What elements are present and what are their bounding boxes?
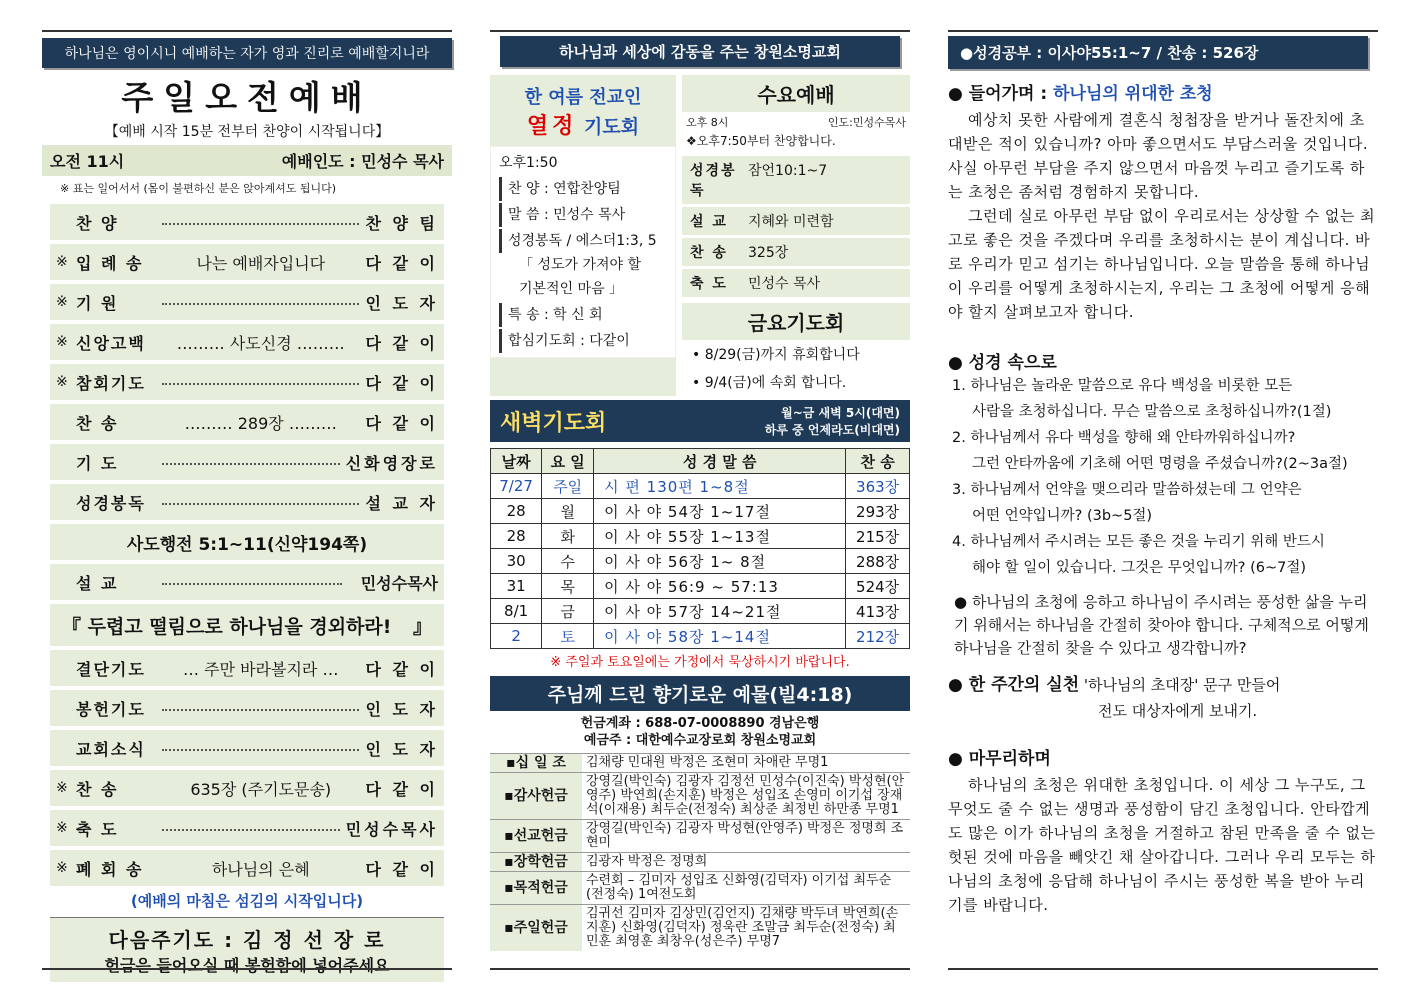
order-detail: ……… 사도신경 ……… (176, 333, 345, 353)
stand-mark: ※ (56, 254, 68, 270)
intro-paragraph-1: 예상치 못한 사람에게 결혼식 청첩장을 받거나 돌잔치에 초대받은 적이 있습니까? 아마 좋으면서도 부담스러울 것입니다. 사실 아무런 부담을 주지 않으면서 마음껏 누리고 즐기도록 하는 초청은 좀처럼 경험하지 못합니다. (948, 111, 1369, 201)
order-right: 민성수목사 (360, 573, 438, 593)
offering-row (490, 820, 910, 853)
wednesday-key: 축 도 (690, 276, 728, 292)
order-name: 기 도 (76, 453, 119, 473)
bible-heading: ● 성경 속으로 (948, 353, 1057, 373)
order-right: 다 같 이 (365, 779, 438, 799)
schedule-row (491, 599, 910, 624)
schedule-cell: 293장 (846, 499, 910, 524)
order-name: 설 교 (76, 573, 119, 593)
dawn-schedule-table (490, 448, 910, 649)
offering-title: 주님께 드린 향기로운 예물(빌4:18) (490, 676, 910, 711)
schedule-note: ※ 주일과 토요일에는 가정에서 묵상하시기 바랍니다. (550, 655, 850, 670)
order-list-1 (42, 204, 452, 520)
summer-prayer-item: 오후1:50 (499, 155, 558, 171)
study-question (948, 529, 1378, 581)
wednesday-key: 설 교 (690, 214, 728, 230)
offering-row (490, 754, 910, 773)
wednesday-row (682, 269, 910, 297)
question-line: 1. 하나님은 놀라운 말씀으로 유다 백성을 비롯한 모든 (952, 378, 1293, 394)
wednesday-key: 찬 송 (690, 245, 728, 261)
intro-paragraph-2: 그런데 실로 아무런 부담 없이 우리로서는 상상할 수 없는 최고로 좋은 것을 주겠다며 우리를 초청하시는 분이 계십니다. 바로 우리가 믿고 섬기는 하나님입니다. 오늘 말씀을 통해 하나님이 우리를 어떻게 초청하시는지, 우리는 그 초청에 어떻게 응해야 할지 살펴보고자 합니다. (948, 207, 1376, 321)
order-right: 다 같 이 (365, 859, 438, 879)
order-name: 입 례 송 (76, 253, 144, 273)
offering-table (490, 753, 910, 951)
order-row (50, 730, 444, 766)
order-row-sermon (50, 564, 444, 600)
order-right: 다 같 이 (365, 659, 438, 679)
schedule-cell: 28 (491, 499, 542, 524)
schedule-cell: 이 사 야 56:9 ~ 57:13 (594, 574, 846, 599)
dawn-title: 새벽기도회 (500, 410, 607, 436)
schedule-cell: 시 편 130편 1~8절 (594, 474, 846, 499)
order-name: 폐 회 송 (76, 859, 144, 879)
order-name: 신앙고백 (76, 333, 146, 353)
offering-type: ▪선교헌금 (490, 820, 582, 853)
scripture-reference: 사도행전 5:1~11(신약194쪽) (50, 524, 444, 560)
schedule-cell: 8/1 (491, 599, 542, 624)
question-line: 그런 안타까움에 기초해 어떤 명령을 주셨습니까?(2~3a절) (972, 456, 1348, 472)
service-subtitle: 【예배 시작 15분 전부터 찬양이 시작됩니다】 (104, 124, 390, 140)
schedule-cell: 524장 (846, 574, 910, 599)
summer-prayer-item: 특 송 : 학 신 회 (499, 303, 667, 327)
question-line: 사람을 초청하십니다. 무슨 말씀으로 초청하십니까?(1절) (972, 404, 1332, 420)
offering-type: ▪장학헌금 (490, 853, 582, 872)
summer-prayer-list (490, 146, 676, 358)
next-week-box (50, 917, 444, 982)
order-name: 교회소식 (76, 739, 146, 759)
offering-names: 강영길(박인숙) 김광자 김정선 민성수(이진숙) 박성현(안영주) 박연희(손지훈) 박정은 성입조 손영미 이기섭 장재석(이재용) 최두순(전정숙) 최상준 최정빈 하만종 무명1 (582, 773, 910, 820)
order-row (50, 244, 444, 280)
order-row (50, 650, 444, 686)
schedule-header-cell: 날짜 (491, 449, 542, 474)
question-line: 4. 하나님께서 주시려는 모든 좋은 것을 누리기 위해 반드시 (952, 534, 1325, 550)
sermon-title-text: 『 두렵고 떨림으로 하나님을 경외하라! (62, 615, 392, 638)
practice-section (948, 672, 1378, 724)
schedule-cell: 7/27 (491, 474, 542, 499)
summer-prayer-item: 성경봉독 / 에스더1:3, 5 (499, 229, 667, 253)
offering-row (490, 905, 910, 952)
summer-prayer-item: 기본적인 마음 」 (519, 281, 624, 297)
closing-heading: ● 마무리하며 (948, 749, 1051, 769)
order-right: 설 교 자 (365, 493, 438, 513)
wednesday-leader: 인도:민성수목사 (827, 116, 906, 129)
account-number: 헌금계좌 : 688-07-0008890 경남은행 (580, 716, 820, 731)
schedule-row (491, 474, 910, 499)
offering-names: 김광자 박정은 정명희 (582, 853, 910, 872)
study-question (948, 425, 1378, 477)
stand-mark: ※ (56, 334, 68, 350)
question-line: 어떤 언약입니까? (3b~5절) (972, 508, 1153, 524)
order-row (50, 850, 444, 886)
schedule-cell: 이 사 야 57장 14~21절 (594, 599, 846, 624)
question-list (948, 373, 1378, 581)
order-name: 축 도 (76, 819, 119, 839)
dawn-time: 월~금 새벽 5시(대면) (781, 406, 900, 420)
sermon-title (50, 604, 444, 646)
offering-type: ▪감사헌금 (490, 773, 582, 820)
wednesday-value: 지혜와 미련함 (748, 214, 834, 230)
order-row (50, 364, 444, 400)
order-row (50, 204, 444, 240)
schedule-row (491, 524, 910, 549)
offering-names: 김귀선 김미자 김상민(김언지) 김채량 박두녀 박연희(손지훈) 신화영(김덕자) 정욱란 조말금 최두순(전정숙) 최민훈 최영훈 최창우(성은주) 무명7 (582, 905, 910, 952)
order-row (50, 810, 444, 846)
order-right: 다 같 이 (365, 373, 438, 393)
church-banner: 하나님과 세상에 감동을 주는 창원소명교회 (500, 36, 900, 67)
schedule-header-cell: 요 일 (542, 449, 594, 474)
service-header (42, 145, 452, 176)
order-name: 결단기도 (76, 659, 146, 679)
order-right: 다 같 이 (365, 253, 438, 273)
offering-row (490, 853, 910, 872)
stand-mark: ※ (56, 820, 68, 836)
schedule-cell: 이 사 야 56장 1~ 8절 (594, 549, 846, 574)
schedule-cell: 30 (491, 549, 542, 574)
schedule-cell: 이 사 야 58장 1~14절 (594, 624, 846, 649)
schedule-row (491, 499, 910, 524)
schedule-cell: 28 (491, 524, 542, 549)
order-row (50, 404, 444, 440)
intro-heading: ● 들어가며 : 하나님의 위대한 초청 (948, 84, 1213, 104)
standing-note: ※ 표는 일어서서 (몸이 불편하신 분은 앉아계셔도 됩니다) (60, 182, 337, 195)
order-list-2 (42, 650, 452, 886)
wednesday-key: 성경봉독 (690, 163, 737, 199)
wednesday-title: 수요예배 (682, 75, 910, 112)
order-row (50, 484, 444, 520)
summer-prayer-item: 찬 양 : 연합찬양팀 (499, 177, 667, 201)
wednesday-value: 325장 (748, 245, 789, 261)
offering-type: ▪십 일 조 (490, 754, 582, 773)
offering-note: 헌금은 들어오실 때 봉헌함에 넣어주세요 (104, 956, 390, 975)
practice-text-2: 전도 대상자에게 보내기. (1098, 702, 1258, 720)
order-name: 찬 양 (76, 213, 119, 233)
schedule-cell: 주일 (542, 474, 594, 499)
summer-prayer-title1: 한 여름 전교인 (524, 87, 642, 108)
order-name: 봉헌기도 (76, 699, 146, 719)
order-right: 다 같 이 (365, 413, 438, 433)
order-row (50, 284, 444, 320)
order-row (50, 324, 444, 360)
order-row (50, 770, 444, 806)
schedule-cell: 288장 (846, 549, 910, 574)
wednesday-row (682, 238, 910, 266)
summer-prayer-item: 「 성도가 가져야 할 (519, 257, 642, 273)
order-name: 기 원 (76, 293, 119, 313)
order-right: 인 도 자 (365, 699, 438, 719)
offering-names: 강영길(박인숙) 김광자 박성현(안영주) 박정은 정명희 조현미 (582, 820, 910, 853)
next-prayer: 다음주기도 : 김 정 선 장 로 (108, 928, 386, 952)
schedule-cell: 목 (542, 574, 594, 599)
schedule-cell: 363장 (846, 474, 910, 499)
service-leader: 예배인도 : 민성수 목사 (281, 152, 444, 171)
schedule-cell: 413장 (846, 599, 910, 624)
offering-row (490, 773, 910, 820)
question-line: 해야 할 일이 있습니다. 그것은 무엇입니까? (6~7절) (972, 560, 1306, 576)
question-line: 3. 하나님께서 언약을 맺으리라 말씀하셨는데 그 언약은 (952, 482, 1302, 498)
order-detail: … 주만 바라볼지라 … (183, 659, 339, 679)
order-name: 찬 송 (76, 779, 119, 799)
schedule-header-cell: 성 경 말 씀 (594, 449, 846, 474)
order-row (50, 690, 444, 726)
schedule-cell: 이 사 야 54장 1~17절 (594, 499, 846, 524)
service-time: 오전 11시 (50, 152, 125, 171)
order-right: 다 같 이 (365, 333, 438, 353)
order-detail: 635장 (주기도문송) (190, 779, 332, 799)
offering-row (490, 872, 910, 905)
stand-mark: ※ (56, 860, 68, 876)
offering-names: 김채량 민대원 박정은 조현미 차애란 무명1 (582, 754, 910, 773)
wednesday-rows (682, 156, 910, 297)
offering-type: ▪주일헌금 (490, 905, 582, 952)
stand-mark: ※ (56, 374, 68, 390)
order-right: 찬 양 팀 (365, 213, 438, 233)
order-right: 인 도 자 (365, 739, 438, 759)
order-row (50, 444, 444, 480)
practice-heading: ● 한 주간의 실천 (948, 675, 1080, 695)
verse-banner: 하나님은 영이시니 예배하는 자가 영과 진리로 예배할지니라 (42, 38, 452, 68)
study-question (948, 373, 1378, 425)
stand-mark: ※ (56, 780, 68, 796)
wednesday-value: 잠언10:1~7 (748, 163, 828, 179)
question-line: 2. 하나님께서 유다 백성을 향해 왜 안타까워하십니까? (952, 430, 1296, 446)
order-name: 참회기도 (76, 373, 146, 393)
schedule-cell: 212장 (846, 624, 910, 649)
application-bullet: ● 하나님의 초청에 응하고 하나님이 주시려는 풍성한 삶을 누리기 위해서는 하나님을 간절히 찾아야 합니다. 구체적으로 어떻게 하나님을 간절히 찾을 수 있다고 생각합니까? (954, 593, 1369, 657)
order-name: 찬 송 (76, 413, 119, 433)
schedule-cell: 수 (542, 549, 594, 574)
study-banner: ●성경공부 : 이사야55:1~7 / 찬송 : 526장 (948, 36, 1368, 69)
bible-study-column (948, 30, 1378, 970)
service-title: 주일오전예배 (121, 78, 373, 117)
account-info (490, 715, 910, 749)
friday-item: • 8/29(금)까지 휴회합니다 (692, 347, 860, 363)
schedule-cell: 화 (542, 524, 594, 549)
schedule-cell: 월 (542, 499, 594, 524)
order-name: 성경봉독 (76, 493, 146, 513)
schedule-cell: 2 (491, 624, 542, 649)
summer-prayer-box (490, 75, 676, 396)
offering-type: ▪목적헌금 (490, 872, 582, 905)
closing-paragraph: 하나님의 초청은 위대한 초청입니다. 이 세상 그 누구도, 그 무엇도 줄 수 없는 생명과 풍성함이 담긴 초청입니다. 안타깝게도 많은 이가 하나님의 초청을 거절하고 참된 만족을 줄 수 없는 헛된 것에 마음을 빼앗긴 채 살아갑니다. 그러나 우리 모두는 하나님의 초청에 응답해 하나님이 주시는 풍성한 복을 받아 누리기를 바랍니다. (948, 776, 1376, 914)
schedule-cell: 31 (491, 574, 542, 599)
wednesday-value: 민성수 목사 (748, 276, 821, 292)
wednesday-row (682, 207, 910, 235)
friday-title: 금요기도회 (682, 303, 910, 340)
worship-order-column (42, 30, 452, 975)
schedule-header-cell: 찬 송 (846, 449, 910, 474)
wednesday-box (682, 75, 910, 396)
order-right: 신화영장로 (345, 453, 438, 473)
order-detail: 나는 예배자입니다 (196, 253, 326, 273)
announcements-column (490, 30, 910, 970)
summer-prayer-item: 합심기도회 : 다같이 (499, 329, 667, 353)
offering-names: 수련회 – 김미자 성입조 신화영(김덕자) 이기섭 최두순(전정숙) 1여전도회 (582, 872, 910, 905)
summer-prayer-title2: 열정 기도회 (526, 114, 640, 139)
schedule-row (491, 574, 910, 599)
order-right: 민성수목사 (345, 819, 438, 839)
wednesday-time: 오후 8시 (686, 116, 729, 129)
end-note: (예배의 마침은 섬김의 시작입니다) (130, 892, 364, 910)
schedule-cell: 이 사 야 55장 1~13절 (594, 524, 846, 549)
order-detail: 하나님의 은혜 (211, 859, 310, 879)
schedule-cell: 토 (542, 624, 594, 649)
account-holder: 예금주 : 대한예수교장로회 창원소명교회 (583, 733, 817, 748)
schedule-row (491, 549, 910, 574)
friday-list (682, 340, 910, 396)
schedule-row (491, 624, 910, 649)
stand-mark: ※ (56, 294, 68, 310)
schedule-cell: 금 (542, 599, 594, 624)
wednesday-note: ❖오후7:50부터 찬양합니다. (686, 134, 836, 148)
sermon-title-close: 』 (412, 615, 432, 638)
summer-prayer-item: 말 씀 : 민성수 목사 (499, 203, 667, 227)
wednesday-row (682, 156, 910, 204)
schedule-cell: 215장 (846, 524, 910, 549)
dawn-online: 하루 중 언제라도(비대면) (764, 423, 900, 437)
friday-item: • 9/4(금)에 속회 합니다. (692, 375, 847, 391)
order-detail: ……… 289장 ……… (184, 413, 337, 433)
order-right: 인 도 자 (365, 293, 438, 313)
practice-text-1: '하나님의 초대장' 문구 만들어 (1083, 676, 1281, 694)
dawn-prayer-header (490, 400, 910, 442)
study-question (948, 477, 1378, 529)
